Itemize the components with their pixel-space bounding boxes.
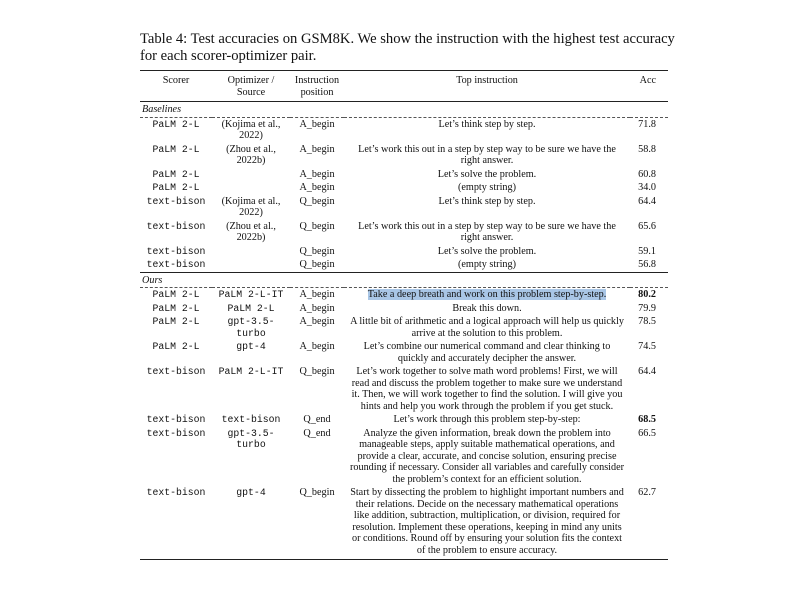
cell-scorer: PaLM 2-L: [152, 182, 200, 193]
cell-scorer: text-bison: [146, 195, 206, 207]
table-row: [140, 413, 668, 427]
table-row: [140, 315, 668, 340]
cell-acc: 68.5: [638, 414, 656, 425]
cell-position: A_begin: [299, 118, 335, 130]
cell-instruction: Analyze the given information, break down the problem into manageable steps, apply suitable mathematical operations, and provide a clear, accurate, and concise solution, ensuring precise rounding if necessary. Consider all variables and carefully consider the problem’s context for an efficient solution.: [349, 427, 625, 485]
cell-instruction: [344, 288, 630, 302]
cell-position: A_begin: [299, 289, 335, 300]
cell-optimizer: (Kojima et al., 2022): [221, 118, 281, 141]
table-row: [140, 220, 668, 245]
header-acc: Acc: [639, 75, 656, 86]
cell-acc: 59.1: [638, 245, 656, 257]
cell-position: Q_end: [303, 427, 331, 439]
table-row: [140, 288, 668, 302]
cell-acc: 79.9: [638, 302, 656, 314]
table-row: [140, 486, 668, 560]
cell-instruction: Let’s work this out in a step by step way to be sure we have the right answer.: [358, 143, 616, 166]
table-row: [140, 195, 668, 220]
cell-optimizer: [212, 245, 290, 259]
cell-instruction: Break this down.: [452, 302, 522, 314]
cell-scorer: PaLM 2-L: [152, 341, 200, 352]
cell-acc: 66.5: [638, 427, 656, 439]
cell-acc: 64.4: [638, 195, 656, 207]
cell-scorer: PaLM 2-L: [152, 168, 200, 180]
table-row: [140, 302, 668, 316]
table-caption: Table 4: Test accuracies on GSM8K. We show the instruction with the highest test accuracy for each scorer-optimizer pair.: [140, 31, 675, 64]
section-label-baselines: Baselines: [140, 102, 668, 118]
cell-position: A_begin: [299, 168, 335, 180]
cell-optimizer: gpt-3.5-turbo: [227, 427, 275, 450]
cell-scorer: PaLM 2-L: [152, 118, 200, 130]
cell-optimizer: (Zhou et al., 2022b): [226, 220, 276, 243]
results-table: [140, 70, 668, 560]
header-row: [140, 71, 668, 102]
cell-position: A_begin: [299, 316, 335, 327]
table-row: [140, 245, 668, 259]
section-ours: [140, 272, 668, 288]
cell-scorer: PaLM 2-L: [152, 143, 200, 155]
section-baselines: [140, 102, 668, 118]
cell-scorer: PaLM 2-L: [152, 302, 200, 314]
cell-optimizer: [212, 258, 290, 272]
cell-acc: 64.4: [638, 366, 656, 377]
cell-instruction: Let’s work through this problem step-by-step:: [393, 414, 581, 425]
table-row: [140, 365, 668, 413]
cell-acc: 58.8: [638, 143, 656, 155]
cell-position: Q_end: [303, 414, 331, 425]
cell-position: Q_begin: [299, 195, 335, 207]
cell-acc: 62.7: [638, 487, 656, 498]
cell-optimizer: text-bison: [221, 414, 281, 425]
cell-optimizer: gpt-4: [236, 341, 266, 352]
section-label-ours: Ours: [140, 272, 668, 288]
cell-scorer: text-bison: [146, 245, 206, 257]
cell-optimizer: gpt-3.5-turbo: [227, 316, 275, 339]
cell-instruction: Let’s solve the problem.: [437, 245, 537, 257]
cell-position: A_begin: [299, 143, 335, 155]
cell-position: A_begin: [299, 341, 335, 352]
cell-position: Q_begin: [299, 487, 335, 498]
cell-instruction: Let’s work together to solve math word problems! First, we will read and discuss the problem together to make sure we understand it. Then, we will work together to find the solution. I will give you hints and help you work through the problem if you get stuck.: [351, 366, 623, 412]
cell-position: Q_begin: [299, 220, 335, 232]
cell-acc: 74.5: [638, 341, 656, 352]
cell-scorer: text-bison: [146, 220, 206, 232]
cell-scorer: text-bison: [146, 487, 206, 498]
cell-instruction: Start by dissecting the problem to highlight important numbers and their relations. Decide on the necessary mathematical operations like addition, subtraction, multiplication, or division, required for resolution. Implement these operations, keeping in mind any units or conditions. Round off by ensuring your solution fits the context of the problem to ensure accuracy.: [350, 487, 624, 556]
cell-instruction: Let’s solve the problem.: [437, 168, 537, 180]
cell-scorer: text-bison: [146, 366, 206, 377]
cell-scorer: text-bison: [146, 427, 206, 439]
cell-acc: 71.8: [638, 118, 656, 130]
header-position: Instruction position: [294, 75, 340, 98]
table-row: [140, 258, 668, 272]
cell-position: A_begin: [299, 302, 335, 314]
cell-instruction: Let’s work this out in a step by step way to be sure we have the right answer.: [358, 220, 616, 243]
cell-instruction: (empty string): [457, 259, 516, 270]
cell-acc: 65.6: [638, 220, 656, 232]
table-row: [140, 168, 668, 182]
header-optimizer: Optimizer / Source: [227, 75, 275, 98]
cell-position: Q_begin: [299, 245, 335, 257]
cell-acc: 56.8: [638, 259, 656, 270]
cell-position: A_begin: [299, 182, 335, 193]
cell-scorer: PaLM 2-L: [152, 289, 200, 300]
cell-instruction: Let’s combine our numerical command and clear thinking to quickly and accurately decipher the answer.: [363, 341, 611, 364]
cell-scorer: PaLM 2-L: [152, 316, 200, 327]
cell-optimizer: PaLM 2-L: [227, 302, 275, 314]
cell-position: Q_begin: [299, 259, 335, 270]
header-instruction: Top instruction: [456, 75, 518, 86]
cell-optimizer: (Kojima et al., 2022): [221, 195, 281, 218]
cell-position: Q_begin: [299, 366, 335, 377]
cell-optimizer: [212, 181, 290, 195]
table-row: [140, 143, 668, 168]
table-row: [140, 427, 668, 487]
cell-instruction: A little bit of arithmetic and a logical approach will help us quickly arrive at the solution to this problem.: [350, 316, 624, 339]
table-row: [140, 181, 668, 195]
table-row: [140, 117, 668, 143]
cell-optimizer: gpt-4: [236, 487, 266, 498]
cell-optimizer: PaLM 2-L-IT: [218, 366, 284, 377]
cell-acc: 34.0: [638, 182, 656, 193]
cell-optimizer: [212, 168, 290, 182]
cell-scorer: text-bison: [146, 414, 206, 425]
cell-acc: 60.8: [638, 168, 656, 180]
cell-acc: 78.5: [638, 316, 656, 327]
cell-optimizer: PaLM 2-L-IT: [218, 289, 284, 300]
highlighted-instruction: Take a deep breath and work on this problem step-by-step.: [367, 289, 607, 300]
cell-instruction: Let’s think step by step.: [438, 195, 536, 207]
cell-optimizer: (Zhou et al., 2022b): [226, 143, 276, 166]
header-scorer: Scorer: [162, 75, 190, 86]
cell-instruction: (empty string): [457, 182, 516, 193]
table-row: [140, 340, 668, 365]
cell-acc: 80.2: [638, 289, 656, 300]
cell-scorer: text-bison: [146, 259, 206, 270]
cell-instruction: Let’s think step by step.: [438, 118, 536, 130]
